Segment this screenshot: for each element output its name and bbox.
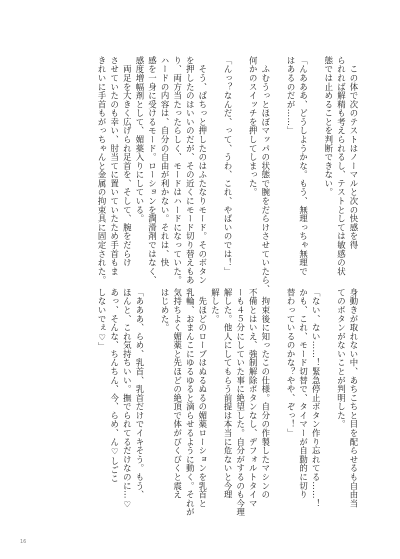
text-block-upper: この体で次のテストはノーマルと次の快感を得 られれば解精も考えられるし、テストとしては敏感の状 態では止めることを判断できない。 「んあああ、どうしようかな。もう、無理っちゃ無理で はあるのだが……」 ふむうっとほぼマッパの状態で腕をだらけさせていたら、 何かのスイッチを押してしまった。 「んっ？なんだ、って、うわ、これ、やばいのでは！」 そう、ぱちっと押したのはふたなりモード。そのボタン を押したのはいいのだが、その近くにモード切り替えもあ り、両方当たったらしく、モードはハードになっていた。 ハードの内容は、自分の自由が利かない。それは、快 感を一身に受けるモード。ローションを潤滑剤ではなく、 感度増幅剤として、媚薬入りにしている。 両足を大きく広げられ足首を、そして、腕をだらけ させていたのも幸い、肘当てに置いていたため手首もま きれいに手首もがっちゃんと金属の拘束具に固定された。 (97, 56, 359, 294)
text-block-lower: 身動きが取れない中、あちこちと目を配らせるも自由当 てのボタンがないことが判明した。 「ない、ない……！緊急停止ボタン作り忘れてる……！ かも、これ、モード切替で、タイマーが自動的に切り 替わっているのかな？やや、ぞっ！」 拘束後に知ったこの仕様。自分の作製したマシンの 不備とはいえ、強制解除ボタンなし、デフォルトタイマ ーも４５分にしていた事に絶望した。自分がするのも今理 解した。他人にしてもらう前提は本当に危ないと今理 解した。 先ほどのローブはぬるぬるの媚薬ローションを乳首と 乳輪、おまんこにゆるゆると滴らせるように動く。それが 気持ちよく媚薬と先ほどの絶頂で体がびくびくと震え はじめた。 「あああ、らめ、乳首、乳首だけでイキそう。もう、 ほんと、これ気持ちいい。撫でられてるだけなのに…♡ あっ、そんな、ちんちん、今、らめ、ん♡しごこ しないでぇ♡」 (97, 288, 359, 517)
page-number: 16 (20, 539, 27, 545)
